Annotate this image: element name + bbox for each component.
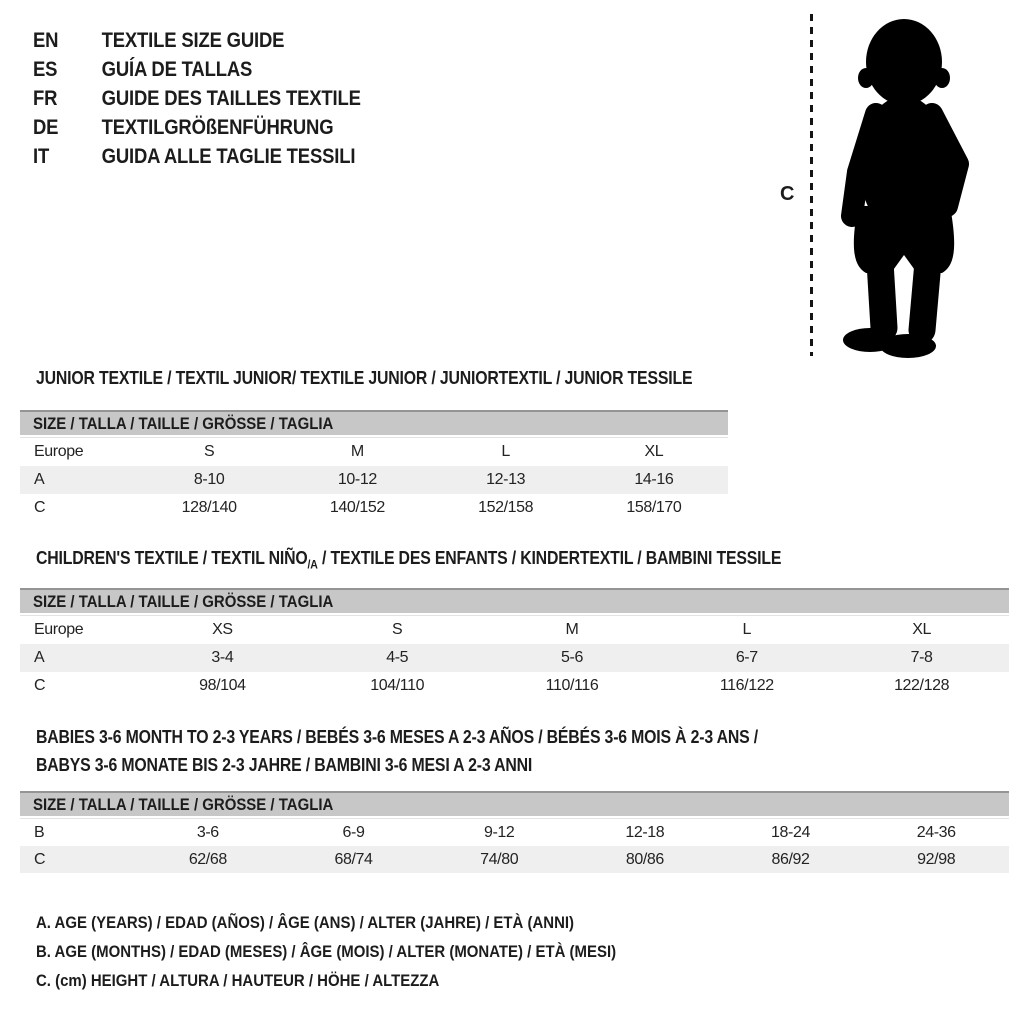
table-cell: 122/128 (894, 677, 950, 694)
table-cell: S (392, 621, 403, 638)
table-row (20, 672, 1009, 700)
table-row (20, 494, 728, 522)
table-cell: 3-6 (196, 823, 219, 841)
table-rows (20, 437, 728, 522)
row-label: C (34, 499, 46, 516)
row-label: C (34, 850, 46, 868)
junior-size-table (20, 410, 728, 522)
table-cell: 5-6 (561, 649, 583, 666)
language-row (33, 59, 361, 81)
table-cell: 8-10 (193, 471, 225, 488)
language-code: EN (33, 29, 59, 52)
table-cell: 140/152 (329, 499, 385, 516)
table-cell: 110/116 (545, 677, 599, 694)
table-cell: 12-18 (625, 823, 665, 841)
size-header-text: SIZE / TALLA / TAILLE / GRÖSSE / TAGLIA (33, 794, 334, 814)
table-cell: 68/74 (334, 850, 373, 868)
note-line (36, 971, 695, 991)
row-label: Europe (34, 621, 84, 638)
heading-text (36, 548, 781, 572)
table-rows (20, 818, 1009, 873)
table-cell: 3-4 (211, 649, 234, 666)
note-text: B. AGE (MONTHS) / EDAD (MESES) / ÂGE (MOIS) / ALTER (MONATE) / ETÀ (MESI) (36, 942, 617, 961)
language-code: FR (33, 87, 58, 110)
table-row (20, 644, 1009, 672)
babies-size-table (20, 791, 1009, 873)
table-cell: 14-16 (634, 471, 674, 488)
table-cell: 128/140 (181, 499, 237, 516)
table-cell: 80/86 (625, 850, 664, 868)
table-cell: S (203, 443, 215, 460)
size-header-text: SIZE / TALLA / TAILLE / GRÖSSE / TAGLIA (33, 413, 334, 433)
table-row (20, 438, 728, 466)
table-row (20, 819, 1009, 846)
table-cell: 98/104 (199, 677, 246, 694)
note-line (36, 913, 695, 933)
guide-title: GUIDE DES TAILLES TEXTILE (101, 87, 361, 110)
heading-part: CHILDREN'S TEXTILE / TEXTIL NIÑO (36, 548, 308, 568)
table-row (20, 466, 728, 494)
table-row (20, 846, 1009, 873)
table-cell: 18-24 (771, 823, 810, 841)
heading-text: JUNIOR TEXTILE / TEXTIL JUNIOR/ TEXTILE JUNIOR / JUNIORTEXTIL / JUNIOR TESSILE (36, 368, 693, 388)
guide-title: GUIDA ALLE TAGLIE TESSILI (101, 145, 356, 168)
table-cell: M (350, 443, 364, 460)
table-row (20, 616, 1009, 644)
toddler-silhouette-icon (820, 10, 992, 360)
table-cell: 92/98 (917, 850, 956, 868)
row-label: Europe (34, 443, 84, 460)
row-label: A (34, 471, 45, 488)
table-cell: 158/170 (626, 499, 682, 516)
legend-notes (36, 913, 695, 1000)
table-cell: 6-9 (342, 823, 365, 841)
language-code: DE (33, 116, 59, 139)
table-cell: 24-36 (916, 823, 956, 841)
table-rows (20, 615, 1009, 700)
guide-title: GUÍA DE TALLAS (101, 58, 253, 81)
table-cell: 116/122 (719, 677, 774, 694)
language-row (33, 88, 361, 110)
heading-part: / TEXTILE DES ENFANTS / KINDERTEXTIL / BAMBINI TESSILE (317, 548, 782, 568)
table-cell: L (742, 621, 752, 638)
guide-title: TEXTILGRÖßENFÜHRUNG (101, 116, 334, 139)
table-cell: M (565, 621, 579, 638)
table-cell: 12-13 (486, 471, 526, 488)
language-row (33, 30, 361, 52)
note-text: A. AGE (YEARS) / EDAD (AÑOS) / ÂGE (ANS) / ALTER (JAHRE) / ETÀ (ANNI) (36, 913, 575, 932)
language-row (33, 117, 361, 139)
heading-text-line1: BABIES 3-6 MONTH TO 2-3 YEARS / BEBÉS 3-6 MESES A 2-3 AÑOS / BÉBÉS 3-6 MOIS À 2-3 ANS / (36, 727, 759, 747)
heading-subscript: /A (307, 557, 318, 572)
table-cell: 152/158 (478, 499, 534, 516)
table-header-bar (20, 588, 1009, 613)
table-cell: 10-12 (337, 471, 377, 488)
note-text: C. (cm) HEIGHT / ALTURA / HAUTEUR / HÖHE / ALTEZZA (36, 971, 440, 990)
children-size-table (20, 588, 1009, 700)
heading-text-line2: BABYS 3-6 MONATE BIS 2-3 JAHRE / BAMBINI 3-6 MESI A 2-3 ANNI (36, 755, 533, 775)
table-cell: 7-8 (910, 649, 933, 666)
language-title-list (33, 30, 361, 175)
language-row (33, 146, 361, 168)
row-label: B (34, 823, 45, 841)
children-section-heading (36, 548, 883, 572)
size-header-text: SIZE / TALLA / TAILLE / GRÖSSE / TAGLIA (33, 591, 334, 611)
table-cell: 74/80 (480, 850, 519, 868)
table-cell: 4-5 (386, 649, 409, 666)
table-header-bar (20, 791, 1009, 816)
junior-section-heading (36, 368, 782, 389)
babies-section-heading (36, 723, 856, 779)
row-label: A (34, 649, 45, 666)
height-measure-dotted-line (810, 14, 813, 356)
guide-title: TEXTILE SIZE GUIDE (101, 29, 285, 52)
height-measure-label: C (780, 183, 795, 205)
row-label: C (34, 677, 46, 694)
table-cell: XS (212, 621, 233, 638)
table-cell: 104/110 (370, 677, 425, 694)
language-code: IT (33, 145, 50, 168)
table-cell: XL (912, 621, 931, 638)
language-code: ES (33, 58, 58, 81)
table-header-bar (20, 410, 728, 435)
table-cell: 6-7 (735, 649, 758, 666)
table-cell: XL (644, 443, 664, 460)
table-cell: 9-12 (483, 823, 515, 841)
table-cell: 62/68 (188, 850, 227, 868)
table-cell: L (501, 443, 510, 460)
table-cell: 86/92 (771, 850, 810, 868)
note-line (36, 942, 695, 962)
